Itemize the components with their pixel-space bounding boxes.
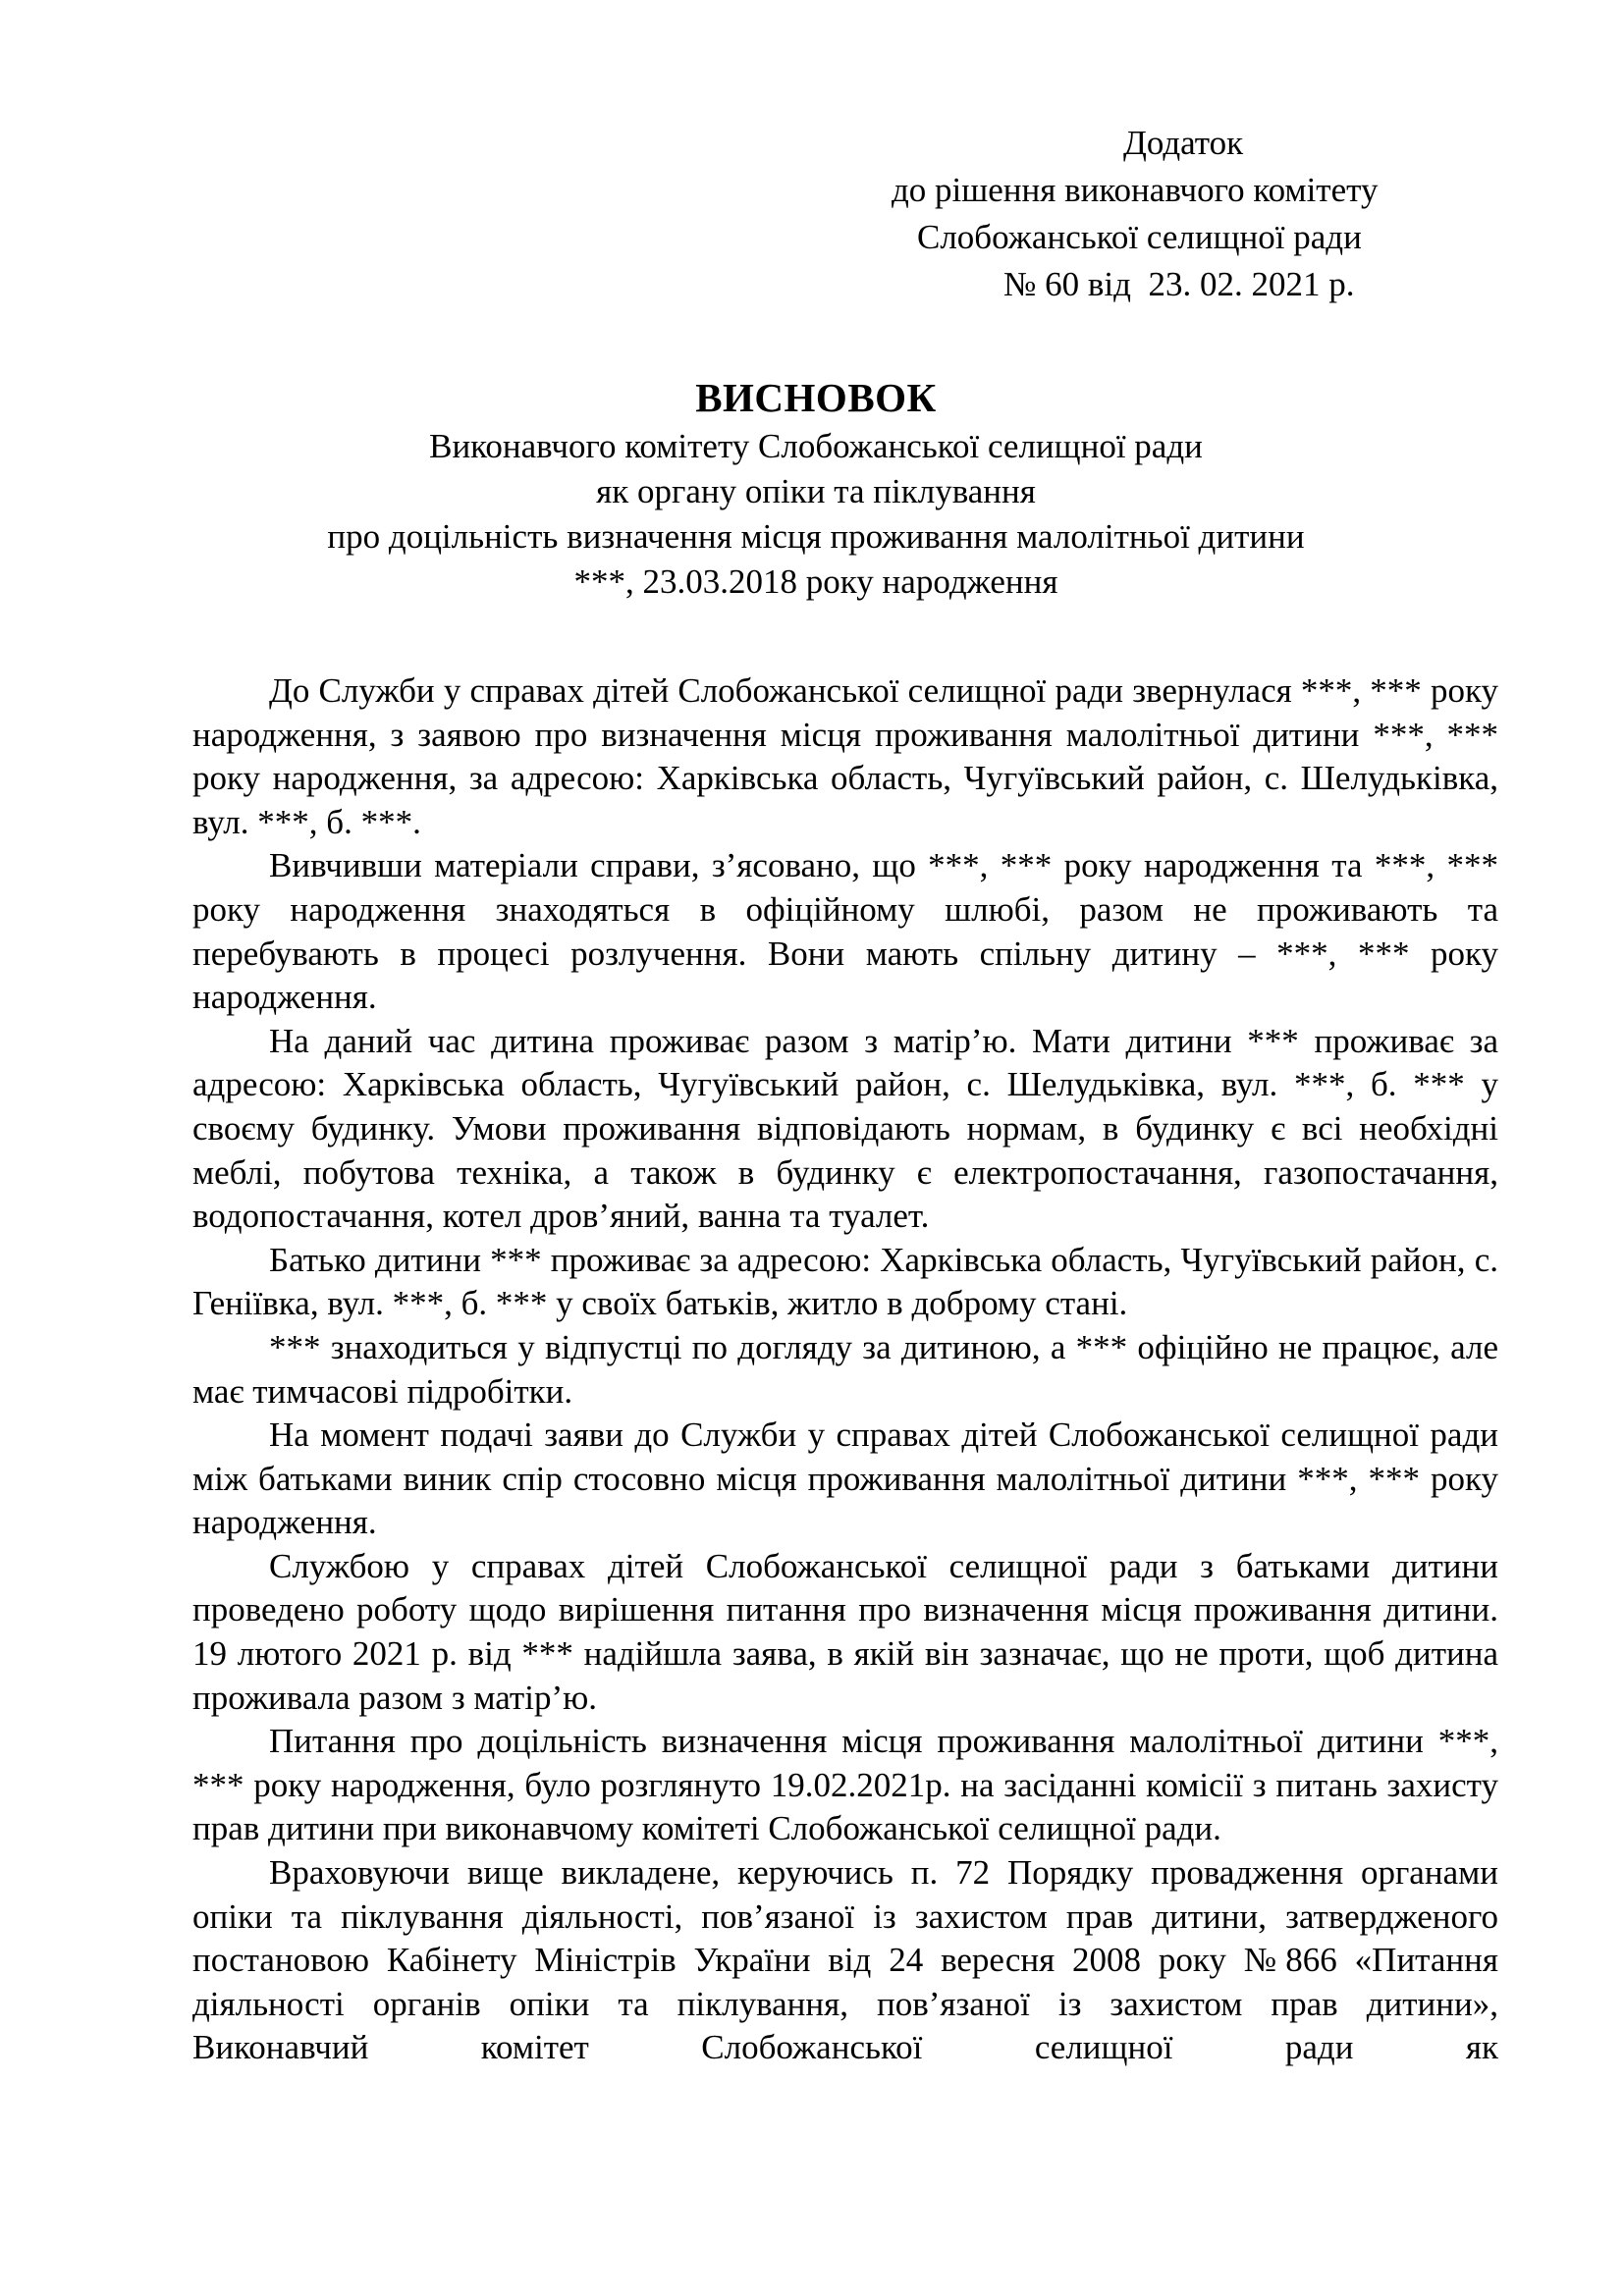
paragraph-father-residence: Батько дитини *** проживає за адресою: Харківська область, Чугуївський район, с. Геніївка, вул. ***, б. *** у своїх батьків, житло в доброму стані. xyxy=(192,1240,1498,1323)
document-body xyxy=(192,669,1498,2070)
paragraph-dispute: На момент подачі заяви до Служби у справах дітей Слобожанської селищної ради між батьками виник спір стосовно місця проживання малолітньої дитини ***, *** року народження. xyxy=(192,1415,1498,1542)
subtitle-line-4: ***, 23.03.2018 року народження xyxy=(573,562,1058,601)
appendix-label: Додаток xyxy=(1123,124,1244,162)
paragraph-mother-residence: На даний час дитина проживає разом з матір’ю. Мати дитини *** проживає за адресою: Харківська область, Чугуївський район, с. Шелудьківка, вул. ***, б. *** у своєму будинку. Умови проживання відповідають нормам, в будинку є всі необхідні меблі, побутова техніка, а також в будинку є електропостачання, газопостачання, водопостачання, котел дров’яний, ванна та туалет. xyxy=(192,1021,1498,1236)
paragraph-service-work: Службою у справах дітей Слобожанської селищної ради з батьками дитини проведено роботу щодо вирішення питання про визначення місця проживання дитини. 19 лютого 2021 р. від *** надійшла заява, в якій він зазначає, що не проти, щоб дитина проживала разом з матір’ю. xyxy=(192,1546,1498,1717)
appendix-number-date: № 60 від 23. 02. 2021 р. xyxy=(1003,265,1355,303)
appendix-council-line: Слобожанської селищної ради xyxy=(917,218,1362,256)
document-title: ВИСНОВОК xyxy=(695,375,937,420)
paragraph-application: До Служби у справах дітей Слобожанської селищної ради звернулася ***, *** року народження, з заявою про визначення місця проживання малолітньої дитини ***, *** року народження, за адресою: Харківська область, Чугуївський район, с. Шелудьківка, вул. ***, б. ***. xyxy=(192,671,1498,841)
subtitle-line-2: як органу опіки та піклування xyxy=(596,472,1036,510)
appendix-decision-line: до рішення виконавчого комітету xyxy=(892,171,1379,209)
paragraph-employment: *** знаходиться у відпустці по догляду за дитиною, а *** офіційно не працює, але має тимчасові підробітки. xyxy=(192,1327,1498,1411)
subtitle-line-3: про доцільність визначення місця проживання малолітньої дитини xyxy=(327,517,1305,556)
paragraph-case-materials: Вивчивши матеріали справи, з’ясовано, що ***, *** року народження та ***, *** року народження знаходяться в офіційному шлюбі, разом не проживають та перебувають в процесі розлучення. Вони мають спільну дитину – ***, *** року народження. xyxy=(192,846,1498,1017)
appendix-block xyxy=(874,120,1483,308)
subtitle-line-1: Виконавчого комітету Слобожанської селищної ради xyxy=(429,427,1203,465)
paragraph-legal-basis: Враховуючи вище викладене, керуючись п. 72 Порядку провадження органами опіки та піклування діяльності, пов’язаної із захистом прав дитини, затвердженого постановою Кабінету Міністрів України від 24 вересня 2008 року №866 «Питання діяльності органів опіки та піклування, пов’язаної із захистом прав дитини», Виконавчий комітет Слобожанської селищної ради як xyxy=(192,1853,1498,2067)
paragraph-commission-review: Питання про доцільність визначення місця проживання малолітньої дитини ***, *** року народження, було розглянуто 19.02.2021р. на засіданні комісії з питань захисту прав дитини при виконавчому комітеті Слобожанської селищної ради. xyxy=(192,1722,1498,1848)
title-block xyxy=(192,371,1439,605)
